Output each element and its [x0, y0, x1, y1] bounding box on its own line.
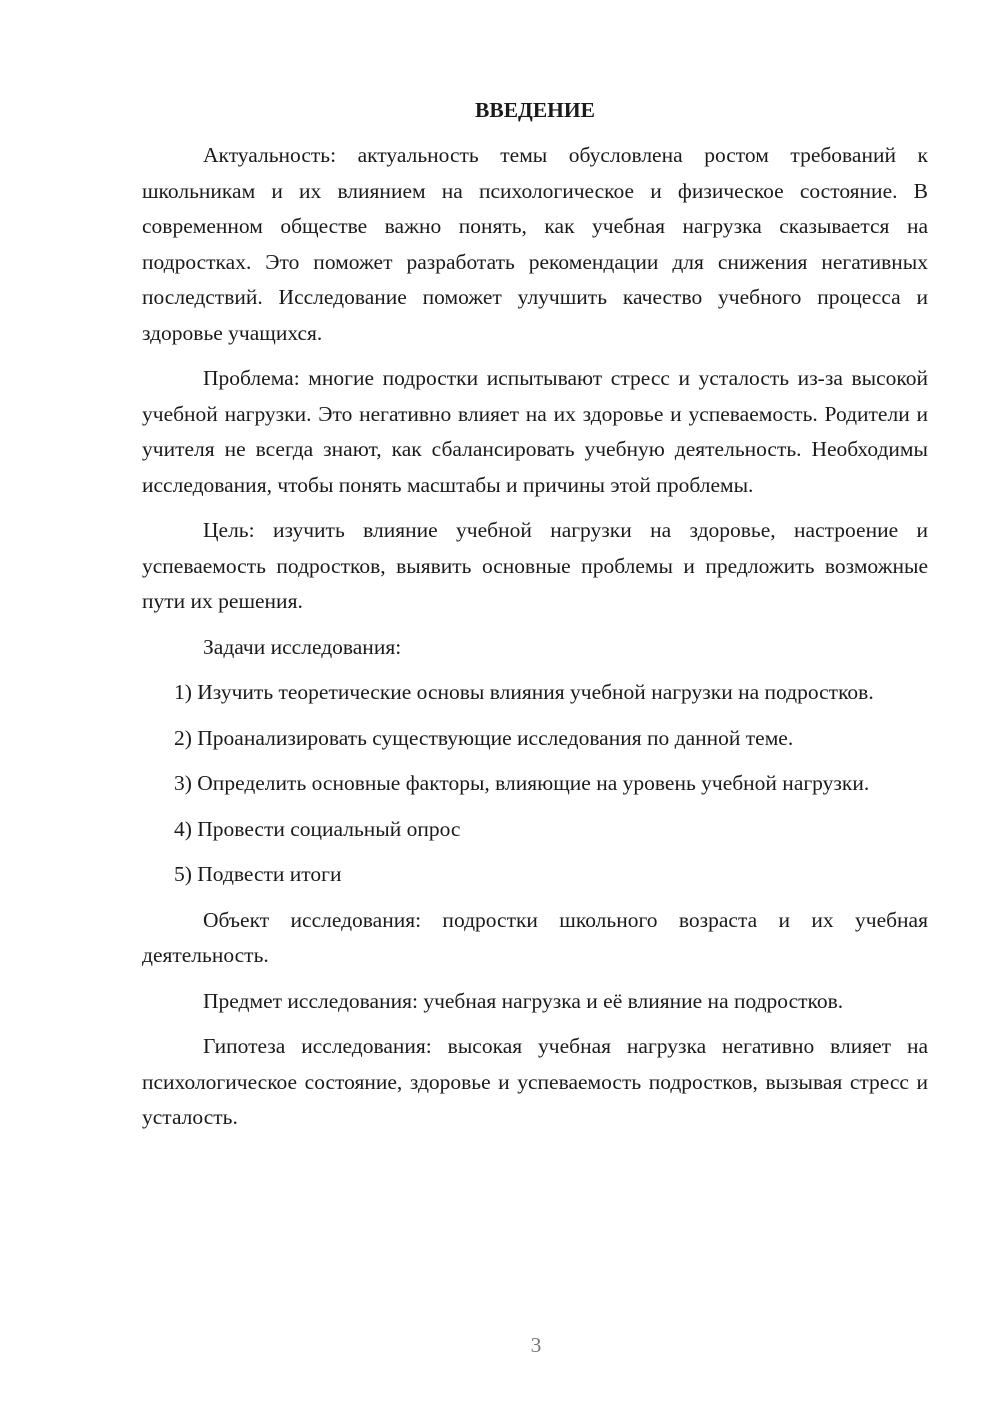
problem-paragraph: Проблема: многие подростки испытывают стресс и усталость из-за высокой учебной нагрузки. Это негативно влияет на их здоровье и успеваемость. Родители и учителя не всегда знают, как сбалансировать учебную деятельность. Необходимы исследования, чтобы понять масштабы и причины этой проблемы. [142, 366, 928, 497]
task-item-1: 1) Изучить теоретические основы влияния учебной нагрузки на подростков. [174, 680, 874, 704]
relevance-paragraph: Актуальность: актуальность темы обусловлена ростом требований к школьникам и их влиянием на психологическое и физическое состояние. В современном обществе важно понять, как учебная нагрузка сказывается на подростках. Это поможет разработать рекомендации для снижения негативных последствий. Исследование поможет улучшить качество учебного процесса и здоровье учащихся. [142, 143, 928, 345]
tasks-heading: Задачи исследования: [203, 634, 402, 659]
page-content [142, 93, 928, 1146]
subject-paragraph: Предмет исследования: учебная нагрузка и её влияние на подростков. [203, 988, 844, 1013]
section-title: ВВЕДЕНИЕ [475, 98, 595, 122]
task-item-4: 4) Провести социальный опрос [174, 816, 461, 841]
task-item-3: 3) Определить основные факторы, влияющие на уровень учебной нагрузки. [174, 771, 870, 795]
task-item-2: 2) Проанализировать существующие исследования по данной теме. [174, 725, 794, 750]
page-number: 3 [530, 1333, 542, 1357]
object-paragraph: Объект исследования: подростки школьного возраста и их учебная деятельность. [142, 907, 928, 967]
task-item-5: 5) Подвести итоги [174, 862, 342, 886]
hypothesis-paragraph: Гипотеза исследования: высокая учебная нагрузка негативно влияет на психологическое состояние, здоровье и успеваемость подростков, вызывая стресс и усталость. [142, 1034, 928, 1129]
goal-paragraph: Цель: изучить влияние учебной нагрузки на здоровье, настроение и успеваемость подростков, выявить основные проблемы и предложить возможные пути их решения. [142, 518, 928, 613]
